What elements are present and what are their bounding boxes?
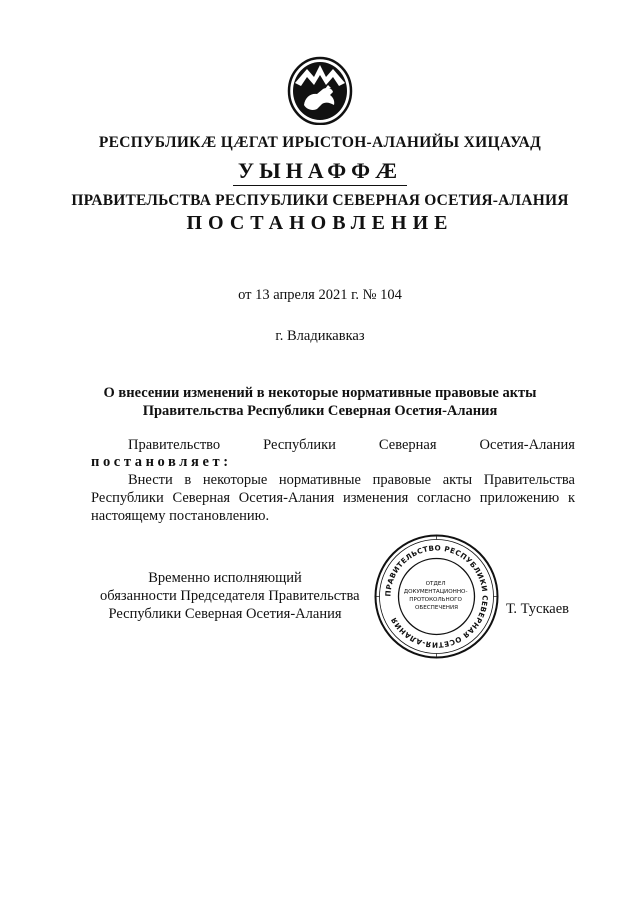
document-date-number: от 13 апреля 2021 г. № 104 bbox=[238, 287, 402, 303]
header-line-ossetian: РЕСПУБЛИКӔ ЦӔГАТ ИРЫСТОН-АЛАНИЙЫ ХИЦАУАД bbox=[98, 134, 542, 151]
signatory-name: Т. Тускаев bbox=[506, 601, 570, 617]
preamble-word: Республики bbox=[263, 437, 336, 453]
decree-body: Внести в некоторые нормативные правовые акты Правительства Республики Северная Осетия-Алания изменения согласно приложению к настоящему постановлению. bbox=[91, 472, 575, 524]
stamp-ring-text: ПРАВИТЕЛЬСТВО РЕСПУБЛИКИ СЕВЕРНАЯ ОСЕТИЯ-АЛАНИЯ bbox=[383, 543, 490, 650]
preamble-line bbox=[128, 437, 575, 454]
coat-of-arms-emblem bbox=[287, 53, 353, 125]
preamble-word: Правительство bbox=[128, 437, 221, 453]
preamble-word: Осетия-Алания bbox=[479, 437, 575, 453]
document-title-line-2: Правительства Республики Северная Осетия-Алания bbox=[142, 403, 498, 419]
decree-word: постановляет: bbox=[91, 454, 232, 470]
header-divider bbox=[233, 185, 407, 186]
signatory-position-line-1: Временно исполняющий bbox=[148, 570, 302, 586]
header-title-russian: ПОСТАНОВЛЕНИЕ bbox=[186, 212, 454, 234]
document-title-line-1: О внесении изменений в некоторые нормативные правовые акты bbox=[103, 385, 537, 401]
preamble-word: Северная bbox=[378, 437, 437, 453]
signatory-position-line-3: Республики Северная Осетия-Алания bbox=[108, 606, 342, 622]
official-stamp bbox=[373, 533, 500, 660]
header-line-russian: ПРАВИТЕЛЬСТВА РЕСПУБЛИКИ СЕВЕРНАЯ ОСЕТИЯ-АЛАНИЯ bbox=[71, 192, 569, 209]
document-city: г. Владикавказ bbox=[275, 328, 365, 344]
svg-text:ОТДЕЛ ДОКУМЕНТАЦИОННО-: ОТДЕЛ ДОКУМЕНТАЦИОННО- ПРОТОКОЛЬНОГО ОБЕСПЕЧЕНИЯ bbox=[403, 581, 468, 611]
header-title-ossetian: УЫНАФФӔ bbox=[237, 158, 403, 183]
signatory-position-line-2: обязанности Председателя Правительства bbox=[100, 588, 360, 604]
